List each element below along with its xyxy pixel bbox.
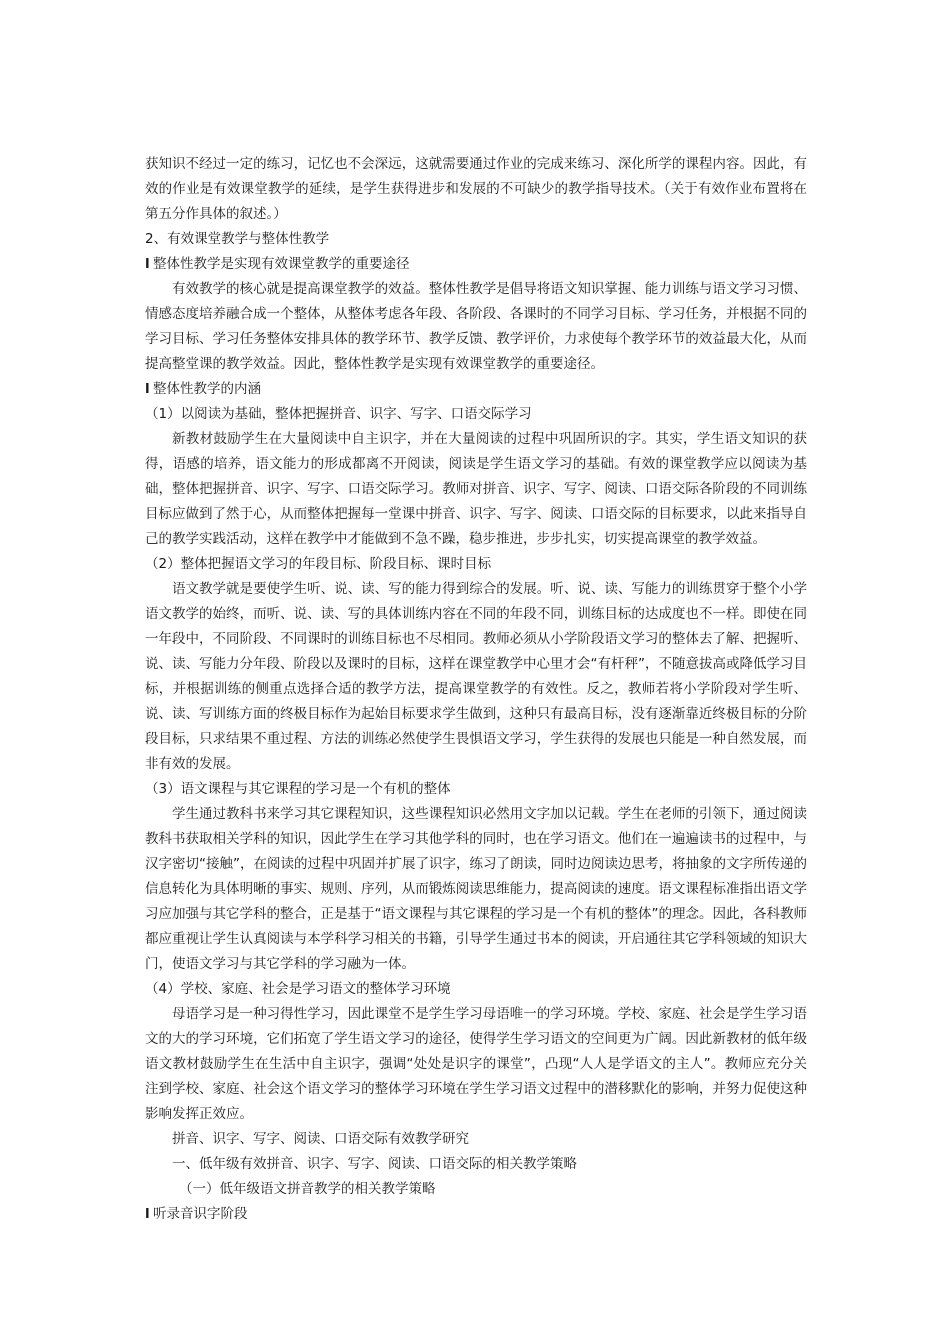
document-page bbox=[145, 152, 807, 1227]
subheading-1: （1）以阅读为基础，整体把握拼音、识字、写字、口语交际学习 bbox=[145, 406, 532, 422]
bullet-text: 听录音识字阶段 bbox=[153, 1206, 248, 1222]
bullet-item-connotation bbox=[145, 377, 807, 402]
paragraph-reading-foundation: 新教材鼓励学生在大量阅读中自主识字，并在大量阅读的过程中巩固所识的字。其实，学生语文知识的获得，语感的培养，语文能力的形成都离不开阅读，阅读是学生语文学习的基础。有效的课堂教学应以阅读为基础，整体把握拼音、识字、写字、口语交际学习。教师对拼音、识字、写字、阅读、口语交际各阶段的不同训练目标应做到了然于心，从而整体把握每一堂课中拼音、识字、写字、阅读、口语交际的目标要求，以此来指导自己的教学实践活动，这样在教学中才能做到不急不躁，稳步推进，步步扎实，切实提高课堂的教学效益。 bbox=[145, 431, 807, 547]
paragraph-learning-environment: 母语学习是一种习得性学习，因此课堂不是学生学习母语唯一的学习环境。学校、家庭、社会是学生学习语文的大的学习环境，它们拓宽了学生语文学习的途径，使得学生学习语文的空间更为广阔。因此新教材的低年级语文教材鼓励学生在生活中自主识字，强调“处处是识字的课堂”，凸现“人人是学语文的主人”。教师应充分关注到学校、家庭、社会这个语文学习的整体学习环境在学生学习语文过程中的潜移默化的影响，并努力促使这种影响发挥正效应。 bbox=[145, 1006, 807, 1122]
paragraph-grade-goals: 语文教学就是要使学生听、说、读、写的能力得到综合的发展。听、说、读、写能力的训练贯穿于整个小学语文教学的始终，而听、说、读、写的具体训练内容在不同的年段不同，训练目标的达成度也不一样。即使在同一年段中，不同阶段、不同课时的训练目标也不尽相同。教师必须从小学阶段语文学习的整体去了解、把握听、说、读、写能力分年段、阶段以及课时的目标，这样在课堂教学中心里才会“有杆秤”，不随意拔高或降低学习目标，并根据训练的侧重点选择合适的教学方法，提高课堂教学的有效性。反之，教师若将小学阶段对学生听、说、读、写训练方面的终极目标作为起始目标要求学生做到，这种只有最高目标，没有逐渐靠近终极目标的分阶段目标，只求结果不重过程、方法的训练必然使学生畏惧语文学习，学生获得的发展也只能是一种自然发展，而非有效的发展。 bbox=[145, 581, 807, 772]
bullet-mark: l bbox=[145, 1206, 150, 1222]
subsection-heading-pinyin: （一）低年级语文拼音教学的相关教学策略 bbox=[179, 1181, 436, 1197]
section-heading-strategies: 一、低年级有效拼音、识字、写字、阅读、口语交际的相关教学策略 bbox=[172, 1156, 577, 1172]
paragraph-homework: 获知识不经过一定的练习，记忆也不会深远，这就需要通过作业的完成来练习、深化所学的课程内容。因此，有效的作业是有效课堂教学的延续，是学生获得进步和发展的不可缺少的教学指导技术。（关于有效作业布置将在第五分作具体的叙述。） bbox=[145, 156, 807, 222]
subheading-3: （3）语文课程与其它课程的学习是一个有机的整体 bbox=[145, 781, 451, 797]
bullet-item-overall-teaching-path bbox=[145, 252, 807, 277]
research-title: 拼音、识字、写字、阅读、口语交际有效教学研究 bbox=[172, 1131, 469, 1147]
section-heading-2: 2、有效课堂教学与整体性教学 bbox=[145, 231, 330, 247]
paragraph-core-of-effective-teaching: 有效教学的核心就是提高课堂教学的效益。整体性教学是倡导将语文知识掌握、能力训练与语文学习习惯、情感态度培养融合成一个整体，从整体考虑各年段、各阶段、各课时的不同学习目标、学习任务，并根据不同的学习目标、学习任务整体安排具体的教学环节、教学反馈、教学评价，力求使每个教学环节的效益最大化，从而提高整堂课的教学效益。因此，整体性教学是实现有效课堂教学的重要途径。 bbox=[145, 281, 807, 372]
bullet-mark: l bbox=[145, 256, 150, 272]
bullet-text: 整体性教学的内涵 bbox=[153, 381, 261, 397]
paragraph-cross-curriculum: 学生通过教科书来学习其它课程知识，这些课程知识必然用文字加以记载。学生在老师的引领下，通过阅读教科书获取相关学科的知识，因此学生在学习其他学科的同时，也在学习语文。他们在一遍遍读书的过程中，与汉字密切“接触”，在阅读的过程中巩固并扩展了识字，练习了朗读，同时边阅读边思考，将抽象的文字所传递的信息转化为具体明晰的事实、规则、序列，从而锻炼阅读思维能力，提高阅读的速度。语文课程标准指出语文学习应加强与其它学科的整合，正是基于“语文课程与其它课程的学习是一个有机的整体”的理念。因此，各科教师都应重视让学生认真阅读与本学科学习相关的书籍，引导学生通过书本的阅读，开启通往其它学科领域的知识大门，使语文学习与其它学科的学习融为一体。 bbox=[145, 806, 807, 972]
bullet-text: 整体性教学是实现有效课堂教学的重要途径 bbox=[153, 256, 410, 272]
bullet-item-listening-stage bbox=[145, 1202, 807, 1227]
subheading-2: （2）整体把握语文学习的年段目标、阶段目标、课时目标 bbox=[145, 556, 492, 572]
subheading-4: （4）学校、家庭、社会是学习语文的整体学习环境 bbox=[145, 981, 451, 997]
bullet-mark: l bbox=[145, 381, 150, 397]
